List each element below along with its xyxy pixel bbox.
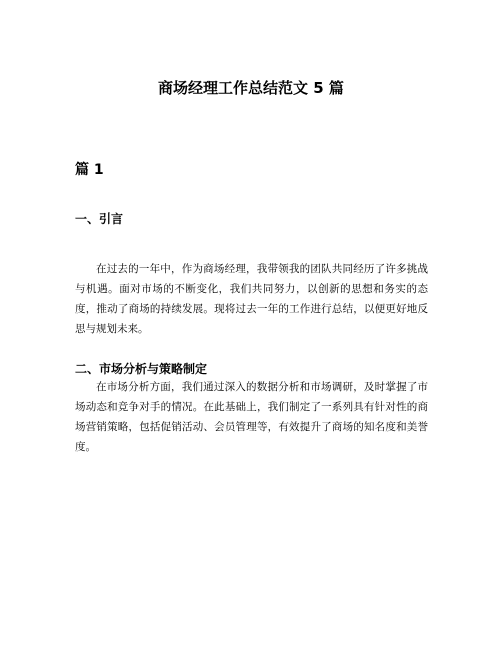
section-paragraph-market-analysis: 在市场分析方面，我们通过深入的数据分析和市场调研，及时掌握了市场动态和竞争对手的情况。在此基础上，我们制定了一系列具有针对性的商场营销策略，包括促销活动、会员管理等，有效提升了商场的知名度和美誉度。 (75, 381, 428, 453)
part-title: 篇 1 (75, 162, 104, 178)
section-paragraph-introduction: 在过去的一年中，作为商场经理，我带领我的团队共同经历了许多挑战与机遇。面对市场的不断变化，我们共同努力，以创新的思想和务实的态度，推动了商场的持续发展。现将过去一年的工作进行总结，以便更好地反思与规划未来。 (75, 263, 428, 335)
section-heading-market-analysis: 二、市场分析与策略制定 (75, 362, 208, 376)
section-heading-introduction: 一、引言 (75, 212, 124, 226)
document-title: 商场经理工作总结范文 5 篇 (158, 79, 344, 97)
